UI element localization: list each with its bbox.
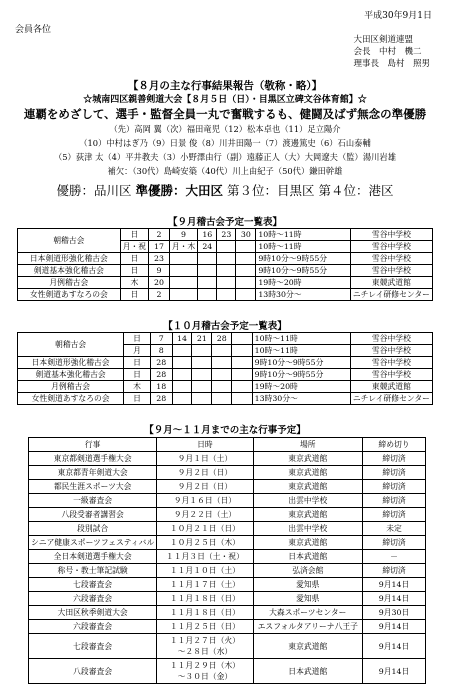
schedule-row	[18, 265, 433, 277]
org-director: 理事長 島村 照男	[353, 59, 430, 69]
schedule-day: 日	[120, 289, 148, 301]
event-deadline: 締切済	[363, 466, 426, 480]
addressee: 会員各位	[15, 25, 52, 35]
schedule-date: 23	[217, 229, 236, 241]
event-place: 出雲中学校	[253, 522, 363, 536]
report-headline: 連覇をめざして、選手・監督全員一丸で奮戦するも、健闘及ばず無念の準優勝	[23, 107, 427, 121]
schedule-date: 28	[150, 393, 172, 405]
event-deadline: 9月14日	[363, 592, 426, 606]
event-name: 七段審査会	[29, 578, 157, 592]
october-schedule-table	[17, 332, 433, 405]
schedule-day: 日	[120, 265, 148, 277]
schedule-date	[192, 369, 212, 381]
event-date: １１月１７日（土）	[157, 578, 253, 592]
event-date: １１月２７日（火） ～２８日（水）	[157, 634, 253, 659]
event-name: 六段審査会	[29, 620, 157, 634]
member-line: （10）中村はぎ乃（9）日景 俊（8）川井田陽一（7）渡邊篤史（6）石山泰輔	[79, 138, 371, 148]
september-schedule-table	[17, 228, 433, 301]
schedule-time: 19時～20時	[256, 277, 351, 289]
schedule-date	[232, 357, 253, 369]
event-date: １１月１８日（日）	[157, 606, 253, 620]
schedule-name: 月例稽古会	[18, 381, 124, 393]
schedule-name: 朝稽古会	[18, 333, 124, 357]
schedule-date	[232, 369, 253, 381]
schedule-day: 日	[124, 333, 151, 345]
header-date: 日時	[157, 438, 253, 452]
schedule-time: 9時10分～9時55分	[252, 369, 350, 381]
winner: 優勝：品川区	[56, 183, 132, 198]
schedule-date	[217, 253, 236, 265]
schedule-date	[232, 345, 253, 357]
schedule-date: 16	[198, 229, 217, 241]
event-name: 六段審査会	[29, 592, 157, 606]
events-header-row	[29, 438, 426, 452]
schedule-date: 14	[172, 333, 192, 345]
schedule-time: 10時～11時	[256, 241, 351, 253]
event-deadline: 未定	[363, 522, 426, 536]
schedule-day: 日	[120, 229, 148, 241]
event-name: 東京都青年剣道大会	[29, 466, 157, 480]
event-row	[29, 592, 426, 606]
event-deadline: 9月30日	[363, 606, 426, 620]
schedule-date: 8	[150, 345, 172, 357]
schedule-date	[192, 345, 212, 357]
schedule-date: 9	[149, 265, 170, 277]
event-deadline: 締切済	[363, 564, 426, 578]
event-place: 東京武道館	[253, 536, 363, 550]
event-row	[29, 634, 426, 659]
event-deadline: 9月14日	[363, 659, 426, 684]
schedule-date: 9	[169, 229, 197, 241]
report-title: 【８月の主な行事結果報告（敬称・略）】	[127, 80, 323, 92]
schedule-row	[18, 357, 433, 369]
schedule-place: 雪谷中学校	[350, 345, 432, 357]
header-deadline: 締め切り	[363, 438, 426, 452]
schedule-time: 19時～20時	[252, 381, 350, 393]
schedule-row	[18, 253, 433, 265]
schedule-name: 月例稽古会	[18, 277, 121, 289]
event-place: エスフォルタアリーナ八王子	[253, 620, 363, 634]
schedule-date	[212, 357, 232, 369]
schedule-place: 雪谷中学校	[350, 333, 432, 345]
event-row	[29, 494, 426, 508]
event-name: 全日本剣道選手権大会	[29, 550, 157, 564]
event-row	[29, 480, 426, 494]
event-deadline: 締切済	[363, 480, 426, 494]
schedule-row	[18, 289, 433, 301]
schedule-date	[236, 241, 256, 253]
schedule-date	[236, 289, 256, 301]
schedule-date	[217, 241, 236, 253]
event-place: 愛知県	[253, 592, 363, 606]
schedule-date: 23	[149, 253, 170, 265]
event-row	[29, 452, 426, 466]
member-line: 補欠：（30代）島崎安築（40代）川上由紀子（50代）鎌田幹雄	[107, 166, 343, 176]
event-date: １１月２５日（日）	[157, 620, 253, 634]
events-table	[28, 437, 426, 684]
schedule-date	[198, 289, 217, 301]
event-place: 東京武道館	[253, 480, 363, 494]
schedule-place: 雪谷中学校	[350, 357, 432, 369]
schedule-day: 日	[120, 253, 148, 265]
schedule-name: 剣道基本強化稽古会	[18, 265, 121, 277]
schedule-date: 30	[236, 229, 256, 241]
event-row	[29, 508, 426, 522]
schedule-date: 21	[192, 333, 212, 345]
event-place: 愛知県	[253, 578, 363, 592]
third-place: 第３位：目黒区	[226, 183, 315, 198]
schedule-date: 28	[150, 369, 172, 381]
event-deadline: 9月14日	[363, 620, 426, 634]
event-name: 八段受審者講習会	[29, 508, 157, 522]
event-date: １０月２５日（木）	[157, 536, 253, 550]
event-name: 都民生涯スポーツ大会	[29, 480, 157, 494]
event-row	[29, 606, 426, 620]
event-place: 日本武道館	[253, 550, 363, 564]
schedule-row	[18, 381, 433, 393]
tournament-result	[0, 181, 450, 199]
schedule-time: 10時～11時	[256, 229, 351, 241]
schedule-date	[236, 277, 256, 289]
org-name: 大田区剣道連盟	[353, 35, 413, 45]
schedule-place: 東競武道館	[350, 381, 432, 393]
event-name: 七段審査会	[29, 634, 157, 659]
fourth-place: 第４位：港区	[318, 183, 394, 198]
schedule-date	[198, 277, 217, 289]
schedule-date: 17	[149, 241, 170, 253]
schedule-name: 剣道基本強化稽古会	[18, 369, 124, 381]
event-name: シニア健康スポーツフェスティバル	[29, 536, 157, 550]
schedule-date	[212, 345, 232, 357]
header-event: 行事	[29, 438, 157, 452]
event-row	[29, 466, 426, 480]
event-name: 大田区秋季剣道大会	[29, 606, 157, 620]
schedule-time: 10時～11時	[252, 345, 350, 357]
event-row	[29, 564, 426, 578]
schedule-date	[172, 345, 192, 357]
schedule-place: 雪谷中学校	[350, 369, 432, 381]
schedule-date: 2	[149, 289, 170, 301]
schedule-day: 月	[124, 345, 151, 357]
event-row	[29, 522, 426, 536]
member-line: （5）荻津 太（4）平井教夫（3）小野澤由行（副）遠藤正人（大）大岡遼夫（監）湯川岩雄	[53, 152, 397, 162]
schedule-date	[236, 265, 256, 277]
event-place: 東京武道館	[253, 508, 363, 522]
report-subtitle: ☆城南四区親善剣道大会【８月５日（日）・目黒区立碑文谷体育館】☆	[83, 95, 367, 105]
schedule-name: 朝稽古会	[18, 229, 121, 253]
runner-up: 準優勝：大田区	[135, 183, 223, 198]
schedule-date: 2	[149, 229, 170, 241]
schedule-place: 雪谷中学校	[350, 265, 432, 277]
event-place: 大森スポーツセンター	[253, 606, 363, 620]
org-chair: 会長 中村 機二	[353, 47, 422, 57]
schedule-date	[192, 357, 212, 369]
schedule-name: 日本剣道形強化稽古会	[18, 357, 124, 369]
schedule-time: 9時10分～9時55分	[256, 253, 351, 265]
schedule-date	[217, 289, 236, 301]
schedule-date: 月・木	[169, 241, 197, 253]
member-line: （先）高岡 翼（次）福田竜児（12）松本卓也（11）足立陽介	[109, 124, 341, 134]
event-row	[29, 620, 426, 634]
schedule-time: 9時10分～9時55分	[256, 265, 351, 277]
event-date: ９月２日（日）	[157, 480, 253, 494]
event-name: 称号・教士筆記試験	[29, 564, 157, 578]
event-name: 段別試合	[29, 522, 157, 536]
schedule-time: 10時～11時	[252, 333, 350, 345]
schedule-time: 13時30分～	[256, 289, 351, 301]
schedule-time: 13時30分～	[252, 393, 350, 405]
schedule-row	[18, 229, 433, 241]
schedule-date	[236, 253, 256, 265]
schedule-date	[212, 393, 232, 405]
schedule-date	[212, 369, 232, 381]
schedule-date: 7	[150, 333, 172, 345]
schedule-date	[169, 265, 197, 277]
schedule-row	[18, 393, 433, 405]
event-date: ９月２日（日）	[157, 466, 253, 480]
schedule-name: 女性剣道あすなろの会	[18, 289, 121, 301]
event-deadline: 9月14日	[363, 578, 426, 592]
september-schedule-title: 【９月稽古会予定一覧表】	[167, 217, 282, 228]
event-deadline: 締切済	[363, 508, 426, 522]
schedule-name: 女性剣道あすなろの会	[18, 393, 124, 405]
schedule-date	[232, 333, 253, 345]
event-date: １１月１８日（日）	[157, 592, 253, 606]
schedule-date	[172, 357, 192, 369]
schedule-place: ニチレイ研修センター	[350, 393, 432, 405]
schedule-date	[169, 253, 197, 265]
event-date: １０月２１日（日）	[157, 522, 253, 536]
schedule-row	[18, 333, 433, 345]
event-place: 弘済会館	[253, 564, 363, 578]
schedule-day: 日	[124, 357, 151, 369]
event-deadline: 締切済	[363, 452, 426, 466]
schedule-date	[217, 277, 236, 289]
schedule-day: 日	[124, 369, 151, 381]
schedule-date	[192, 393, 212, 405]
event-place: 出雲中学校	[253, 494, 363, 508]
schedule-day: 日	[124, 393, 151, 405]
schedule-date	[192, 381, 212, 393]
schedule-day: 木	[120, 277, 148, 289]
event-place: 東京武道館	[253, 466, 363, 480]
schedule-row	[18, 277, 433, 289]
schedule-date: 28	[212, 333, 232, 345]
event-date: １１月１０日（土）	[157, 564, 253, 578]
event-row	[29, 659, 426, 684]
schedule-date	[172, 393, 192, 405]
event-deadline: 9月14日	[363, 634, 426, 659]
schedule-name: 日本剣道形強化稽古会	[18, 253, 121, 265]
event-name: 八段審査会	[29, 659, 157, 684]
schedule-place: 東競武道館	[350, 277, 432, 289]
event-date: １１月２９日（木） ～３０日（金）	[157, 659, 253, 684]
schedule-place: 雪谷中学校	[350, 229, 432, 241]
schedule-date	[198, 253, 217, 265]
schedule-place: 雪谷中学校	[350, 241, 432, 253]
schedule-date	[169, 289, 197, 301]
event-row	[29, 578, 426, 592]
event-deadline: 締切済	[363, 536, 426, 550]
event-name: 一級審査会	[29, 494, 157, 508]
event-row	[29, 550, 426, 564]
schedule-date: 28	[150, 357, 172, 369]
schedule-row	[18, 369, 433, 381]
schedule-date	[198, 265, 217, 277]
schedule-place: ニチレイ研修センター	[350, 289, 432, 301]
header-place: 場所	[253, 438, 363, 452]
schedule-date	[217, 265, 236, 277]
event-date: ９月１６日（日）	[157, 494, 253, 508]
event-place: 東京武道館	[253, 634, 363, 659]
event-date: １１月３日（土・祝）	[157, 550, 253, 564]
event-name: 東京都剣道選手権大会	[29, 452, 157, 466]
schedule-date	[232, 393, 253, 405]
event-row	[29, 536, 426, 550]
schedule-date	[212, 381, 232, 393]
october-schedule-title: 【１０月稽古会予定一覧表】	[163, 321, 287, 332]
schedule-date	[232, 381, 253, 393]
event-deadline: －	[363, 550, 426, 564]
event-date: ９月２２日（土）	[157, 508, 253, 522]
schedule-date	[172, 381, 192, 393]
event-deadline: 締切済	[363, 494, 426, 508]
schedule-place: 雪谷中学校	[350, 253, 432, 265]
schedule-date: 18	[150, 381, 172, 393]
schedule-date: 24	[198, 241, 217, 253]
schedule-date	[169, 277, 197, 289]
document-date: 平成30年9月1日	[364, 11, 432, 21]
event-date: ９月１日（土）	[157, 452, 253, 466]
schedule-date	[172, 369, 192, 381]
event-place: 東京武道館	[253, 452, 363, 466]
sender-block	[353, 34, 430, 70]
schedule-time: 9時10分～9時55分	[252, 357, 350, 369]
schedule-day: 月・祝	[120, 241, 148, 253]
event-place: 日本武道館	[253, 659, 363, 684]
schedule-day: 木	[124, 381, 151, 393]
schedule-date: 20	[149, 277, 170, 289]
events-title: 【９月～１１月までの主な行事予定】	[144, 425, 306, 436]
